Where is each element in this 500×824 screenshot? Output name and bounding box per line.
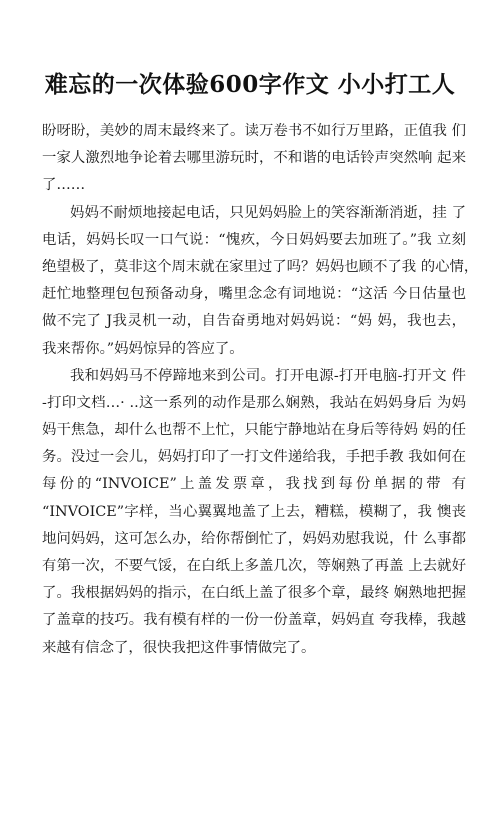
text-line: 来越有信念了，很快我把这件事情做完了。 <box>42 639 316 656</box>
text-line: 盼呀盼，美妙的周末最终来了。读万卷书不如行万里路，正值我 们 <box>42 123 466 139</box>
paragraph-2 <box>42 200 479 363</box>
text-line: 了。我根据妈妈的指示，在白纸上盖了很多个章，最终 娴熟地把握 <box>42 585 466 602</box>
text-line: 我来帮你。”妈妈惊异的答应了。 <box>42 340 244 357</box>
paragraph-1 <box>42 118 466 200</box>
text-line: 妈干焦急，却什么也帮不上忙，只能宁静地站在身后等待妈 妈的任 <box>42 422 466 439</box>
text-line: 了盖章的技巧。我有模有样的一份一份盖章，妈妈直 夸我棒，我越 <box>42 612 466 629</box>
paragraph-3 <box>42 363 466 662</box>
text-line: 绝望极了，莫非这个周末就在家里过了吗？妈妈也顾不了我 的心情， <box>42 258 479 275</box>
document-body <box>42 118 479 662</box>
text-line: “INVOICE”字样，当心翼翼地盖了上去，糟糕，模糊了，我 懊丧 <box>42 503 466 520</box>
text-line: 地问妈妈，这可怎么办，给你帮倒忙了，妈妈劝慰我说，什 么事都 <box>42 530 466 547</box>
text-line: 一家人激烈地争论着去哪里游玩时，不和谐的电话铃声突然响 起来 <box>42 150 466 167</box>
text-line: 有第一次，不要气馁，在白纸上多盖几次，等娴熟了再盖 上去就好 <box>42 558 466 574</box>
text-line: 赶忙地整理包包预备动身，嘴里念念有词地说：“这活 今日估量也 <box>42 286 466 303</box>
text-line: 妈妈不耐烦地接起电话，只见妈妈脸上的笑容渐渐消逝，挂 了 <box>70 204 466 221</box>
document-title: 难忘的一次体验600字作文 小小打工人 <box>44 71 456 98</box>
text-line: 电话，妈妈长叹一口气说：“愧疚，今日妈妈要去加班了。”我 立刻 <box>42 231 466 248</box>
text-line: -打印文档…· ..这一系列的动作是那么娴熟，我站在妈妈身后 为妈 <box>42 394 466 411</box>
text-line: 每份的“INVOICE”上盖发票章，我找到每份单据的带 有 <box>42 476 466 493</box>
text-line: 我和妈妈马不停蹄地来到公司。打开电源-打开电脑-打开文 件 <box>70 367 466 384</box>
text-line: 务。没过一会儿，妈妈打印了一打文件递给我，手把手教 我如何在 <box>42 449 466 466</box>
text-line: 了…… <box>42 177 86 194</box>
text-line: 做不完了 J我灵机一动，自告奋勇地对妈妈说：“妈 妈，我也去， <box>42 313 466 330</box>
